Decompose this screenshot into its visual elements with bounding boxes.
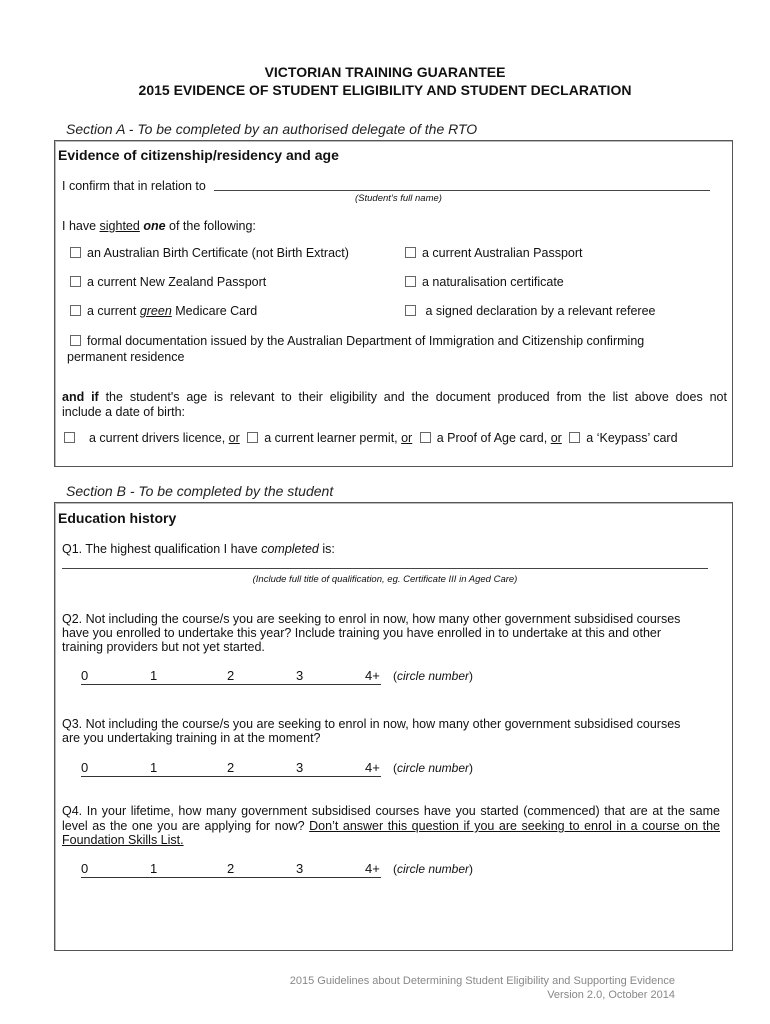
hint-open: (	[393, 761, 397, 775]
age-doc-label: a Proof of Age card,	[436, 431, 551, 445]
q2-scale-rule	[81, 684, 381, 685]
q3-option-3[interactable]: 3	[296, 760, 304, 775]
q2-line1: Q2. Not including the course/s you are seeking to enrol in now, how many other government subsidised courses	[62, 612, 681, 626]
doc-birth-certificate[interactable]	[70, 246, 349, 260]
checkbox[interactable]	[70, 247, 81, 258]
sighted-prefix: I have	[62, 219, 100, 233]
doc-label: a current New Zealand Passport	[87, 275, 267, 289]
q3-line2: are you undertaking training in at the moment?	[62, 731, 321, 745]
q2-option-1[interactable]: 1	[150, 668, 158, 683]
q3-scale-rule	[81, 776, 381, 777]
sighted-word: sighted	[99, 219, 140, 233]
section-a-heading: Section A - To be completed by an authorised delegate of the RTO	[66, 121, 478, 137]
age-doc-label: a current drivers licence,	[89, 431, 229, 445]
hint-close: )	[469, 862, 474, 876]
sighted-suffix: of the following:	[165, 219, 256, 233]
q1-emphasis: completed	[261, 542, 319, 556]
student-name-hint: (Student’s full name)	[355, 193, 442, 204]
checkbox[interactable]	[405, 247, 416, 258]
q2-option-4plus[interactable]: 4+	[365, 668, 380, 683]
q4-option-0[interactable]: 0	[81, 861, 89, 876]
or-text: or	[550, 431, 562, 445]
doc-label-emphasis: green	[139, 304, 172, 318]
doc-medicare-card[interactable]	[70, 304, 257, 318]
q1-suffix: is:	[318, 542, 335, 556]
hint-open: (	[393, 669, 397, 683]
q1-qualification-field[interactable]	[62, 554, 708, 569]
q2-option-0[interactable]: 0	[81, 668, 89, 683]
document-title-line1: VICTORIAN TRAINING GUARANTEE	[264, 64, 506, 80]
age-doc-label: a current learner permit,	[264, 431, 402, 445]
checkbox[interactable]	[405, 276, 416, 287]
or-text: or	[401, 431, 413, 445]
q2-scale-hint	[393, 669, 473, 683]
doc-label: an Australian Birth Certificate (not Birth Extract)	[87, 246, 349, 260]
section-b-heading: Section B - To be completed by the student	[66, 483, 334, 499]
q4-line1: Q4. In your lifetime, how many government subsidised courses have you started (commenced) that are at the same	[62, 804, 720, 818]
section-b-box-title: Education history	[58, 510, 177, 526]
q3-line1: Q3. Not including the course/s you are seeking to enrol in now, how many other government subsidised courses	[62, 717, 681, 731]
q4-scale-rule	[81, 877, 381, 878]
sighted-instruction	[62, 219, 256, 233]
footer-line2: Version 2.0, October 2014	[547, 989, 675, 1001]
age-note-line1	[62, 390, 727, 405]
q2-line3: training providers but not yet started.	[62, 640, 265, 654]
q2-scale	[81, 668, 581, 688]
q3-scale	[81, 760, 581, 780]
hint-open: (	[393, 862, 397, 876]
q4-option-4plus[interactable]: 4+	[365, 861, 380, 876]
hint-close: )	[469, 669, 474, 683]
age-note-bold: and if	[62, 390, 99, 404]
q1-prefix: Q1. The highest qualification I have	[62, 542, 262, 556]
student-full-name-field[interactable]	[214, 176, 710, 191]
hint-text: circle number	[397, 862, 470, 876]
doc-label: a current Australian Passport	[422, 246, 583, 260]
checkbox-proof-of-age[interactable]	[420, 432, 431, 443]
doc-immigration-documentation[interactable]	[70, 334, 644, 348]
q4-line3: Foundation Skills List.	[62, 833, 184, 847]
doc-label: a naturalisation certificate	[422, 275, 564, 289]
hint-text: circle number	[397, 761, 470, 775]
q4-line2	[62, 819, 720, 834]
q3-scale-hint	[393, 761, 473, 775]
age-doc-label: a ‘Keypass’ card	[586, 431, 678, 445]
q3-option-4plus[interactable]: 4+	[365, 760, 380, 775]
checkbox-keypass[interactable]	[569, 432, 580, 443]
checkbox-learner-permit[interactable]	[247, 432, 258, 443]
document-title-line2: 2015 EVIDENCE OF STUDENT ELIGIBILITY AND STUDENT DECLARATION	[138, 82, 632, 98]
q4-option-1[interactable]: 1	[150, 861, 158, 876]
age-documents-row	[64, 431, 678, 445]
section-a-box-title: Evidence of citizenship/residency and age	[58, 147, 339, 163]
q4-scale	[81, 861, 581, 881]
q4-option-2[interactable]: 2	[227, 861, 235, 876]
q3-option-1[interactable]: 1	[150, 760, 158, 775]
checkbox[interactable]	[70, 335, 81, 346]
q2-option-3[interactable]: 3	[296, 668, 304, 683]
doc-australian-passport[interactable]	[405, 246, 583, 260]
checkbox[interactable]	[70, 305, 81, 316]
doc-referee-declaration[interactable]	[405, 304, 655, 318]
q4-line2-plain: level as the one you are applying for now?	[62, 819, 310, 833]
checkbox-drivers-licence[interactable]	[64, 432, 75, 443]
doc-naturalisation-certificate[interactable]	[405, 275, 564, 289]
age-note-text: the student's age is relevant to their eligibility and the document produced from the list above does not	[98, 390, 727, 404]
doc-immigration-documentation-line2: permanent residence	[67, 350, 185, 364]
doc-label-line1: formal documentation issued by the Australian Department of Immigration and Citizenship confirming	[87, 334, 645, 348]
hint-text: circle number	[397, 669, 470, 683]
q4-option-3[interactable]: 3	[296, 861, 304, 876]
footer	[290, 974, 675, 1002]
q2-option-2[interactable]: 2	[227, 668, 235, 683]
q4-line2-underlined: Don’t answer this question if you are seeking to enrol in a course on the	[309, 819, 720, 833]
or-text: or	[228, 431, 240, 445]
doc-label-post: Medicare Card	[171, 304, 258, 318]
doc-label-pre: a current	[87, 304, 140, 318]
q3-option-0[interactable]: 0	[81, 760, 89, 775]
sighted-one: one	[143, 219, 166, 233]
q3-option-2[interactable]: 2	[227, 760, 235, 775]
q4-scale-hint	[393, 862, 473, 876]
checkbox[interactable]	[405, 305, 416, 316]
doc-nz-passport[interactable]	[70, 275, 266, 289]
footer-line1: 2015 Guidelines about Determining Student Eligibility and Supporting Evidence	[289, 975, 675, 987]
q1-hint: (Include full title of qualification, eg. Certificate III in Aged Care)	[252, 574, 518, 585]
q2-line2: have you enrolled to undertake this year? Include training you have enrolled in to undertake at this and other	[62, 626, 662, 640]
hint-close: )	[469, 761, 474, 775]
confirm-label: I confirm that in relation to	[62, 179, 206, 193]
doc-label: a signed declaration by a relevant referee	[422, 304, 656, 318]
checkbox[interactable]	[70, 276, 81, 287]
age-note-line2: include a date of birth:	[62, 405, 185, 419]
